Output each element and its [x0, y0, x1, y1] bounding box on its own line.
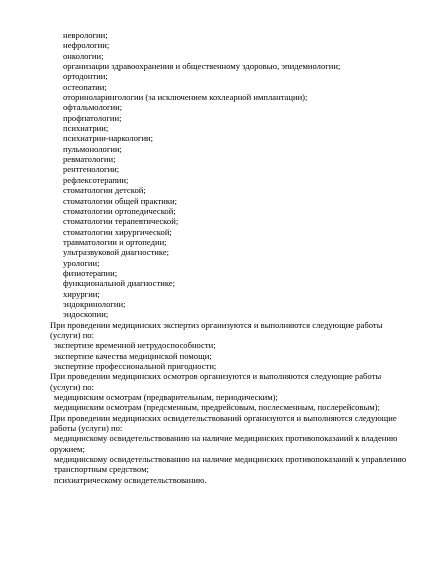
document-page: [0, 30, 430, 485]
text-line: (услуги) по:: [50, 329, 94, 340]
text-line: транспортным средством;: [54, 464, 149, 475]
text-line: медицинскому освидетельствованию на наличие медицинских противопоказаний к управлению: [54, 454, 407, 465]
list-item: неврологии;: [63, 30, 108, 40]
list-item: стоматологии общей практики;: [63, 195, 177, 206]
list-item: стоматологии терапевтической;: [63, 216, 179, 227]
paragraph-line: При проведении медицинских освидетельствований организуются и выполняются следующие: [50, 412, 397, 423]
text-line: экспертизе качества медицинской помощи;: [54, 350, 212, 361]
list-item: стоматологии детской;: [63, 185, 146, 196]
list-item: хирургии;: [63, 288, 100, 299]
list-item: травматологии и ортопедии;: [63, 236, 167, 247]
paragraph-line: При проведении медицинских осмотров организуются и выполняются следующие работы: [50, 371, 382, 382]
list-item: психиатрии;: [63, 123, 109, 134]
text-line: экспертизе временной нетрудоспособности;: [54, 340, 216, 351]
text-line: работы (услуги) по:: [50, 423, 123, 434]
list-item: оториноларингологии (за исключением кохлеарной имплантации);: [63, 92, 308, 103]
list-item: остеопатии;: [63, 81, 107, 92]
list-item: ортодонтии;: [63, 71, 108, 82]
list-item: физиотерапии;: [63, 267, 118, 278]
list-item: рефлексотерапии;: [63, 174, 129, 185]
list-item: рентгенологии;: [63, 164, 120, 175]
text-line: медицинским осмотрам (предсменным, предрейсовым, послесменным, послерейсовым);: [54, 402, 380, 413]
list-item: урологии;: [63, 257, 100, 268]
text-line: психиатрическому освидетельствованию.: [54, 474, 207, 485]
list-item: ревматологии;: [63, 154, 116, 165]
text-line: медицинскому освидетельствованию на наличие медицинских противопоказаний к владению: [54, 433, 398, 444]
list-item: эндоскопии;: [63, 309, 109, 320]
list-item: профпатологии;: [63, 112, 122, 123]
list-item: психиатрии-наркологии;: [63, 133, 154, 144]
text-line: экспертизе профессиональной пригодности;: [54, 361, 217, 371]
text-line: медицинским осмотрам (предварительным, периодическим);: [54, 392, 278, 403]
list-item: пульмонологии;: [63, 143, 122, 154]
text-line: оружием;: [50, 443, 85, 454]
list-item: ультразвуковой диагностике;: [63, 247, 170, 258]
text-line: (услуги) по:: [50, 381, 94, 392]
list-item: стоматологии хирургической;: [63, 226, 172, 237]
list-item: нефрологии;: [63, 40, 110, 51]
list-item: онкологии;: [63, 50, 104, 61]
list-item: организации здравоохранения и общественному здоровью, эпидемиологии;: [63, 61, 341, 72]
list-item: офтальмологии;: [63, 102, 123, 113]
list-item: функциональной диагностике;: [63, 278, 176, 289]
list-item: эндокринологии;: [63, 298, 126, 309]
paragraph-line: При проведении медицинских экспертиз организуются и выполняются следующие работы: [50, 319, 383, 330]
list-item: стоматологии ортопедической;: [63, 205, 176, 216]
